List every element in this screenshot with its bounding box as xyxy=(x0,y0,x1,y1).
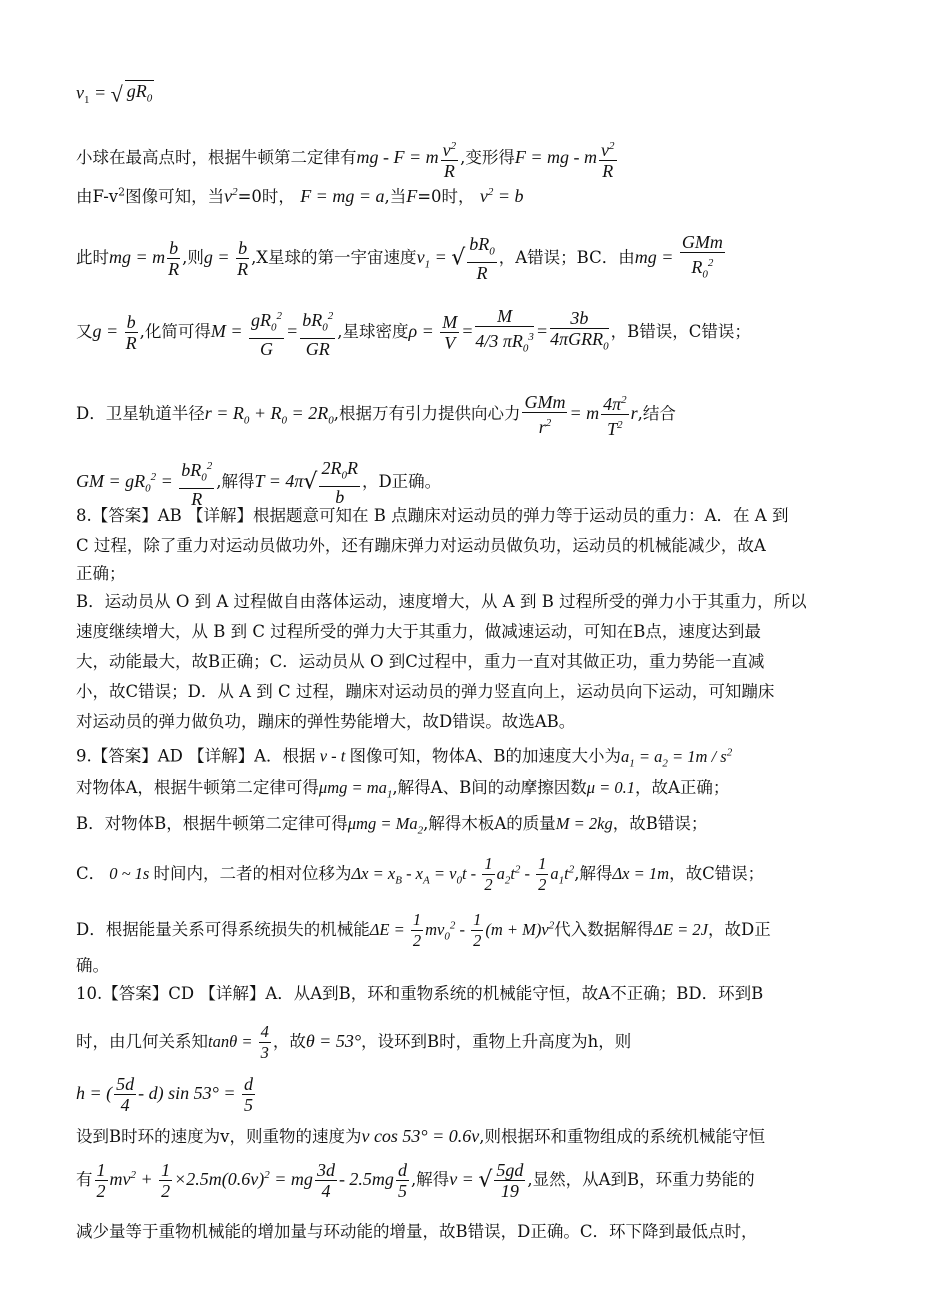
q10-line: 10.【答案】CD 【详解】A．从A到B，环和重物系统的机械能守恒，故A不正确；BD．环到B xyxy=(76,984,764,1003)
text-span: =0时， xyxy=(417,187,475,206)
q8-line: 对运动员的弹力做负功，蹦床的弹性势能增大，故D错误。故选AB。 xyxy=(76,712,576,731)
text-span: 代入数据解得 xyxy=(554,920,654,939)
text-span: ,则根据环和重物组成的系统机械能守恒 xyxy=(479,1127,766,1146)
text-span: 图像可知，物体A、B的加速度大小为 xyxy=(349,746,622,766)
text-span: ,化简可得 xyxy=(139,321,211,341)
text-span: 有 xyxy=(76,1170,93,1189)
q10-line: 有 $\frac{1}{2}$ $mv^2$ + $\frac{1}{2}$ $\times 2.5m(0.6v)^2$ = mg $\frac{3d}{4}$ - 2.5mg $\frac{d}{5}$ ,解得v = √ $\frac{5gd}{19}$ ,显然，从A到B，环重力势能的 xyxy=(76,1160,755,1201)
text-span: 小球在最高点时，根据牛顿第二定律有 xyxy=(76,148,357,167)
q8-line: 速度继续增大，从 B 到 C 过程所受的弹力大于其重力，做减速运动，可知在B点，速度达到最 xyxy=(76,622,761,641)
text-line: 小球在最高点时，根据牛顿第二定律有mg - F = m $\frac{v^2}{R}$ ,变形得F = mg - m $\frac{v^2}{R}$ xyxy=(76,136,876,181)
q10-line: 设到B时环的速度为v，则重物的速度为v cos 53° = 0.6v,则根据环和重物组成的系统机械能守恒 xyxy=(76,1126,766,1146)
equation-v1: $v_1$ = √ $gR_0$ xyxy=(76,80,876,110)
text-span: D．卫星轨道半径 xyxy=(76,404,205,423)
q8-line: B．运动员从 O 到 A 过程做自由落体运动，速度增大，从 A 到 B 过程所受的弹力小于其重力，所以 xyxy=(76,592,807,611)
q8-line: C 过程，除了重力对运动员做功外，还有蹦床弹力对运动员做负功，运动员的机械能减少，故A xyxy=(76,536,766,555)
q9-line: B．对物体B，根据牛顿第二定律可得$\mu mg = Ma_2$,解得木板A的质量M = 2kg，故B错误； xyxy=(76,814,708,837)
q9-line: 确。 xyxy=(76,956,109,975)
text-span: ,解得木板A的质量 xyxy=(423,814,556,833)
text-span: ，故C错误； xyxy=(669,864,765,883)
q9-line: D．根据能量关系可得系统损失的机械能ΔE = $\frac{1}{2}$ $mv_0^2$ - $\frac{1}{2}$ $(m + M)v^2$代入数据解得ΔE = 2J，故D正 xyxy=(76,910,771,950)
text-span: 设到B时环的速度为v，则重物的速度为 xyxy=(76,1127,362,1146)
q9-line: 对物体A，根据牛顿第二定律可得$\mu mg = ma_1$,解得A、B间的动摩擦因数μ = 0.1，故A正确； xyxy=(76,778,730,801)
text-span: ，A错误；BC．由 xyxy=(498,247,635,267)
q10-line: 减少量等于重物机械能的增加量与环动能的增量，故B错误，D正确。C．环下降到最低点时， xyxy=(76,1222,758,1241)
text-span: ,显然，从A到B，环重力势能的 xyxy=(527,1170,755,1189)
text-span: 又 xyxy=(76,321,93,341)
q10-line: 时，由几何关系知tanθ = $\frac{4}{3}$ ，故θ = 53°，设环到B时，重物上升高度为h，则 xyxy=(76,1022,632,1062)
text-span: 9.【答案】AD 【详解】A．根据 xyxy=(76,746,316,766)
text-span: ，故 xyxy=(272,1032,306,1051)
text-span: 时，由几何关系知 xyxy=(76,1032,208,1051)
q9-line: 9.【答案】AD 【详解】A．根据 v - t 图像可知，物体A、B的加速度大小为$a_1 = a_2 = 1m / s^2$ xyxy=(76,746,733,769)
text-span: ,则 xyxy=(182,247,204,267)
text-span: C． xyxy=(76,864,106,883)
text-span: =0时， xyxy=(237,187,295,206)
text-span: ,变形得 xyxy=(460,148,515,167)
text-span: ，D正确。 xyxy=(361,471,442,491)
text-span: ,解得 xyxy=(216,471,255,491)
text-span: 时间内，二者的相对位移为 xyxy=(153,864,352,883)
text-span: ,解得A、B间的动摩擦因数 xyxy=(392,778,587,797)
q8-line: 小，故C错误；D．从 A 到 C 过程，蹦床对运动员的弹力竖直向上，运动员向下运动，可知蹦床 xyxy=(76,682,775,701)
text-line: 又g = $\frac{b}{R}$ ,化简可得M = $\frac{gR_0^2}{G}$ = $\frac{bR_0^2}{GR}$ ,星球密度ρ = $\frac{M}{V}$ = $\frac{M}{4/3 \pi R_0^3}$ = $\frac{3b}{4\pi GRR_0}$ ，B错误，C错误； xyxy=(76,306,751,359)
text-span: B．对物体B，根据牛顿第二定律可得 xyxy=(76,814,348,833)
q9-line: C． 0 ~ 1s 时间内，二者的相对位移为$\Delta x = x_B - x_A = v_0t$ - $\frac{1}{2}$ $a_2t^2$ - $\frac{1}{2}$ $a_1t^2$,解得Δx = 1m，故C错误； xyxy=(76,854,765,894)
text-span: 此时 xyxy=(76,247,109,267)
text-span: ，故A正确； xyxy=(635,778,730,797)
text-span: 图像可知，当 xyxy=(125,187,225,206)
q8-line: 正确； xyxy=(76,564,126,583)
text-span: D．根据能量关系可得系统损失的机械能 xyxy=(76,920,370,939)
text-span: ,解得 xyxy=(410,1170,450,1189)
text-span: ,结合 xyxy=(637,404,676,423)
text-line: D．卫星轨道半径$r = R_0 + R_0 = 2R_0$,根据万有引力提供向心力 $\frac{\text{GMm}}{r^2}$ = m $\frac{4\pi^2}{T^2}$ r,结合 xyxy=(76,392,676,439)
text-span: 对物体A，根据牛顿第二定律可得 xyxy=(76,778,319,797)
q10-line: h = ( $\frac{5d}{4}$ - d) sin 53° = $\frac{d}{5}$ xyxy=(76,1074,253,1115)
text-span: ,解得 xyxy=(574,864,613,883)
text-span: ,当 xyxy=(384,187,407,206)
text-line: 由$F-v^2$图像可知，当$v^2=0$时， F = mg = a,当F=0时， $v^2 = b$ xyxy=(76,185,524,206)
text-span: ，故B错误； xyxy=(612,814,708,833)
text-line: 此时mg = m $\frac{b}{R}$ ,则g = $\frac{b}{R}$ ,X星球的第一宇宙速度$v_1$ = √ $\frac{bR_0}{R}$ ，A错误；BC．由mg = $\frac{\text{GMm}}{R_0^2}$ xyxy=(76,232,723,283)
text-span: ,星球密度 xyxy=(337,321,409,341)
text-line: GM = $gR_0^2$ = $\frac{bR_0^2}{R}$ ,解得T = 4π√ $\frac{2R_0R}{b}$ ，D正确。 xyxy=(76,458,442,509)
text-span: 由F-v xyxy=(76,187,119,206)
q8-line: 大，动能最大，故B正确；C．运动员从 O 到C过程中，重力一直对其做正功，重力势能一直减 xyxy=(76,652,765,671)
text-span: ,X星球的第一宇宙速度 xyxy=(251,247,417,267)
q8-line: 8.【答案】AB 【详解】根据题意可知在 B 点蹦床对运动员的弹力等于运动员的重力：A．在 A 到 xyxy=(76,506,789,525)
text-span: ,根据万有引力提供向心力 xyxy=(333,404,521,423)
text-span: ，故D正 xyxy=(707,920,771,939)
text-span: ，B错误，C错误； xyxy=(610,321,751,341)
text-span: ，设环到B时，重物上升高度为h，则 xyxy=(361,1032,632,1051)
